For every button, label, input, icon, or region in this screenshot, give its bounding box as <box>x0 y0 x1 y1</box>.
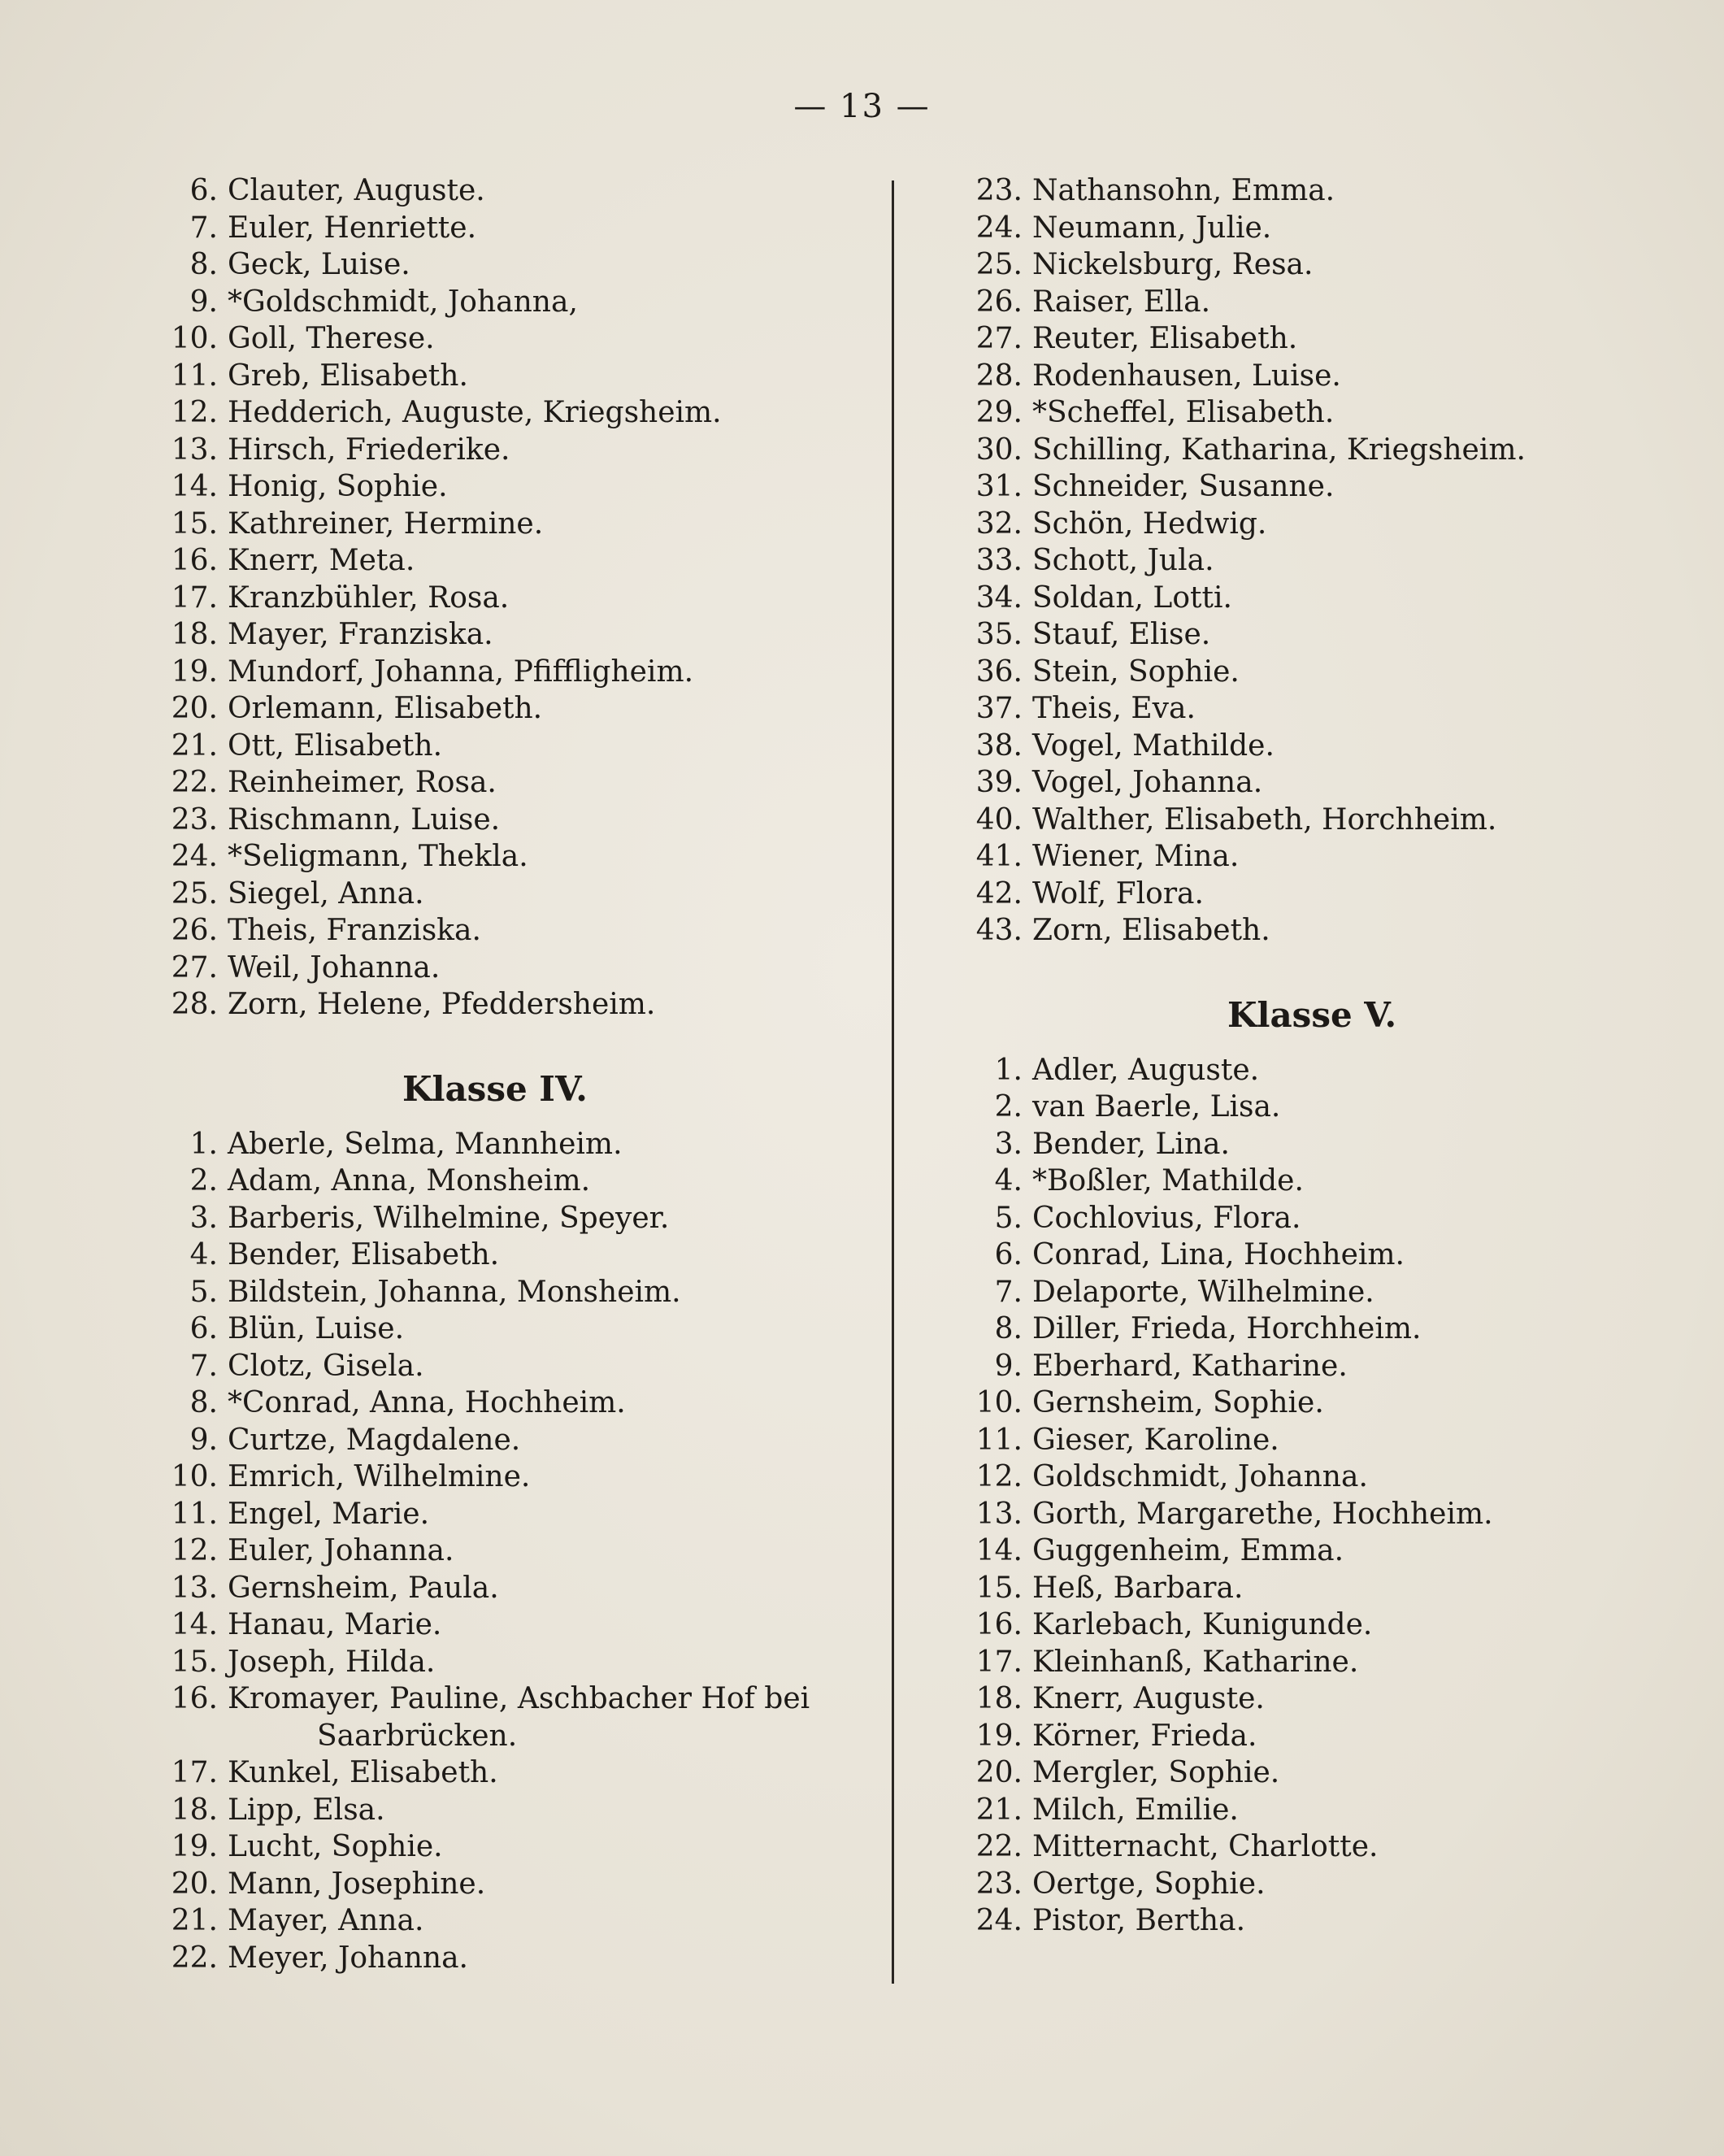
right-list-top <box>951 172 1601 950</box>
item-number: 6. <box>189 174 218 207</box>
list-item <box>146 1237 821 1274</box>
item-number: 23. <box>975 174 1023 207</box>
student-name: Wolf, Flora. <box>1032 876 1204 911</box>
list-item <box>146 172 821 210</box>
student-name: Bildstein, Johanna, Monsheim. <box>228 1275 681 1309</box>
item-number: 29. <box>975 396 1023 429</box>
list-item <box>951 876 1601 913</box>
student-name: Goldschmidt, Johanna. <box>1032 1460 1368 1493</box>
student-name: Cochlovius, Flora. <box>1032 1201 1301 1235</box>
student-name: Stauf, Elise. <box>1032 618 1211 651</box>
list-item <box>146 764 821 802</box>
student-name: Vogel, Johanna. <box>1032 766 1263 799</box>
item-number: 5. <box>994 1201 1023 1235</box>
student-name: Emrich, Wilhelmine. <box>228 1460 531 1493</box>
right-column <box>951 172 1601 1940</box>
student-name: Schön, Hedwig. <box>1032 506 1267 541</box>
item-number: 26. <box>975 285 1023 319</box>
student-name: Clauter, Auguste. <box>228 174 485 207</box>
item-number: 43. <box>975 914 1023 947</box>
list-item <box>146 542 821 580</box>
list-item <box>951 542 1601 580</box>
right-list-bottom <box>951 1052 1601 1940</box>
student-name: Clotz, Gisela. <box>228 1349 424 1383</box>
student-name: Saarbrücken. <box>317 1719 518 1753</box>
item-number: 31. <box>975 470 1023 503</box>
list-item <box>146 728 821 765</box>
item-number: 6. <box>994 1238 1023 1271</box>
column-divider <box>892 180 894 1984</box>
student-name: Mundorf, Johanna, Pfiffligheim. <box>228 654 694 689</box>
list-item <box>951 210 1601 247</box>
left-list-bottom <box>146 1126 821 1977</box>
list-item <box>951 690 1601 728</box>
list-item <box>951 1606 1601 1644</box>
student-name: Kromayer, Pauline, Aschbacher Hof bei <box>228 1682 810 1715</box>
student-name: Reuter, Elisabeth. <box>1032 322 1298 355</box>
list-item <box>146 986 821 1024</box>
item-number: 9. <box>994 1349 1023 1383</box>
list-item <box>951 1384 1601 1422</box>
item-number: 16. <box>171 544 218 577</box>
list-item <box>951 654 1601 691</box>
list-item <box>951 1496 1601 1533</box>
list-item <box>146 246 821 284</box>
item-number: 15. <box>171 1645 218 1679</box>
student-name: Gorth, Margarethe, Hochheim. <box>1032 1497 1493 1531</box>
list-item <box>951 172 1601 210</box>
list-item <box>951 728 1601 765</box>
student-name: Geck, Luise. <box>228 248 410 281</box>
item-number: 19. <box>171 654 218 689</box>
student-name: Hirsch, Friederike. <box>228 433 510 467</box>
student-name: Goll, Therese. <box>228 322 435 355</box>
list-item <box>146 1866 821 1903</box>
item-number: 9. <box>189 285 218 319</box>
list-item <box>951 1754 1601 1792</box>
item-number: 11. <box>171 1497 218 1531</box>
item-number: 18. <box>975 1682 1023 1715</box>
student-name: Nickelsburg, Resa. <box>1032 248 1314 281</box>
item-number: 32. <box>975 506 1023 541</box>
list-item <box>146 320 821 358</box>
student-name: *Goldschmidt, Johanna, <box>228 285 578 319</box>
item-number: 5. <box>189 1275 218 1309</box>
list-item <box>951 1126 1601 1163</box>
student-name: Barberis, Wilhelmine, Speyer. <box>228 1201 670 1235</box>
item-number: 35. <box>975 618 1023 651</box>
item-number: 27. <box>171 950 218 985</box>
student-name: Soldan, Lotti. <box>1032 580 1232 615</box>
item-number: 14. <box>171 470 218 503</box>
list-item <box>146 1754 821 1792</box>
student-name: Gernsheim, Sophie. <box>1032 1386 1324 1419</box>
item-number: 22. <box>171 766 218 799</box>
list-item <box>951 1644 1601 1681</box>
left-list-top <box>146 172 821 1024</box>
list-item <box>146 1680 821 1718</box>
list-item <box>146 580 821 617</box>
student-name: Conrad, Lina, Hochheim. <box>1032 1238 1405 1271</box>
item-number: 3. <box>994 1127 1023 1161</box>
item-number: 40. <box>975 802 1023 837</box>
list-item <box>951 912 1601 950</box>
student-name: Mayer, Anna. <box>228 1904 424 1937</box>
list-item <box>146 1606 821 1644</box>
student-name: Euler, Johanna. <box>228 1534 454 1567</box>
section-heading-klasse-iv: Klasse IV. <box>402 1068 588 1109</box>
list-item <box>951 1532 1601 1570</box>
student-name: Schott, Jula. <box>1032 544 1214 577</box>
item-number: 19. <box>975 1719 1023 1753</box>
student-name: van Baerle, Lisa. <box>1032 1090 1281 1124</box>
item-number: 18. <box>171 618 218 651</box>
list-item <box>951 616 1601 654</box>
list-item <box>146 1828 821 1866</box>
item-number: 7. <box>189 211 218 245</box>
list-item <box>146 802 821 839</box>
student-name: Mayer, Franziska. <box>228 618 493 651</box>
item-number: 17. <box>975 1645 1023 1679</box>
student-name: Delaporte, Wilhelmine. <box>1032 1275 1374 1309</box>
item-number: 14. <box>975 1534 1023 1567</box>
item-number: 15. <box>171 506 218 541</box>
item-number: 1. <box>189 1127 218 1161</box>
list-item <box>951 1828 1601 1866</box>
item-number: 30. <box>975 433 1023 467</box>
list-item <box>146 1940 821 1977</box>
list-item <box>951 838 1601 876</box>
list-item <box>951 468 1601 506</box>
list-item <box>146 358 821 395</box>
item-number: 38. <box>975 728 1023 763</box>
list-item <box>951 1680 1601 1718</box>
list-item <box>146 838 821 876</box>
list-item <box>951 1311 1601 1348</box>
list-item-continuation <box>146 1718 821 1755</box>
item-number: 1. <box>994 1053 1023 1087</box>
student-name: Pistor, Bertha. <box>1032 1904 1246 1937</box>
student-name: Neumann, Julie. <box>1032 211 1272 245</box>
item-number: 41. <box>975 840 1023 873</box>
student-name: Mitternacht, Charlotte. <box>1032 1830 1379 1863</box>
item-number: 28. <box>171 988 218 1021</box>
list-item <box>951 1052 1601 1089</box>
item-number: 10. <box>171 1460 218 1493</box>
item-number: 18. <box>171 1793 218 1827</box>
list-item <box>146 1902 821 1940</box>
item-number: 3. <box>189 1201 218 1235</box>
list-item <box>951 1274 1601 1311</box>
student-name: Heß, Barbara. <box>1032 1571 1244 1605</box>
item-number: 10. <box>975 1386 1023 1419</box>
item-number: 27. <box>975 322 1023 355</box>
list-item <box>951 1200 1601 1237</box>
item-number: 20. <box>975 1756 1023 1789</box>
student-name: *Seligmann, Thekla. <box>228 840 528 873</box>
student-name: Walther, Elisabeth, Horchheim. <box>1032 802 1497 837</box>
item-number: 12. <box>171 1534 218 1567</box>
item-number: 2. <box>994 1090 1023 1124</box>
student-name: Karlebach, Kunigunde. <box>1032 1608 1373 1641</box>
student-name: Gernsheim, Paula. <box>228 1571 499 1605</box>
list-item <box>146 1274 821 1311</box>
student-name: Stein, Sophie. <box>1032 654 1240 689</box>
list-item <box>951 1902 1601 1940</box>
student-name: Hanau, Marie. <box>228 1608 442 1641</box>
item-number: 7. <box>189 1349 218 1383</box>
item-number: 22. <box>975 1830 1023 1863</box>
student-name: Gieser, Karoline. <box>1032 1423 1279 1457</box>
student-name: Theis, Eva. <box>1032 692 1196 725</box>
student-name: Reinheimer, Rosa. <box>228 766 497 799</box>
list-item <box>951 764 1601 802</box>
list-item <box>951 246 1601 284</box>
item-number: 33. <box>975 544 1023 577</box>
list-item <box>951 394 1601 432</box>
student-name: Nathansohn, Emma. <box>1032 174 1335 207</box>
student-name: *Boßler, Mathilde. <box>1032 1164 1304 1198</box>
item-number: 28. <box>975 359 1023 393</box>
item-number: 20. <box>171 692 218 725</box>
list-item <box>951 1237 1601 1274</box>
list-item <box>146 432 821 469</box>
student-name: Körner, Frieda. <box>1032 1719 1257 1753</box>
student-name: Knerr, Auguste. <box>1032 1682 1265 1715</box>
list-item <box>146 1126 821 1163</box>
student-name: Theis, Franziska. <box>228 914 481 947</box>
list-item <box>146 1163 821 1200</box>
item-number: 22. <box>171 1941 218 1975</box>
list-item <box>146 394 821 432</box>
student-name: Schilling, Katharina, Kriegsheim. <box>1032 433 1526 467</box>
item-number: 4. <box>189 1238 218 1271</box>
item-number: 10. <box>171 322 218 355</box>
student-name: Hedderich, Auguste, Kriegsheim. <box>228 396 722 429</box>
item-number: 24. <box>975 1904 1023 1937</box>
item-number: 9. <box>189 1423 218 1457</box>
list-item <box>951 506 1601 543</box>
list-item <box>146 690 821 728</box>
item-number: 8. <box>994 1312 1023 1345</box>
item-number: 13. <box>171 433 218 467</box>
student-name: Schneider, Susanne. <box>1032 470 1335 503</box>
item-number: 42. <box>975 876 1023 911</box>
item-number: 17. <box>171 1756 218 1789</box>
student-name: Zorn, Helene, Pfeddersheim. <box>228 988 656 1021</box>
item-number: 21. <box>975 1793 1023 1827</box>
item-number: 39. <box>975 766 1023 799</box>
item-number: 8. <box>189 248 218 281</box>
list-item <box>146 506 821 543</box>
list-item <box>951 1866 1601 1903</box>
list-item <box>951 1718 1601 1755</box>
list-item <box>951 1089 1601 1126</box>
list-item <box>146 1458 821 1496</box>
student-name: Lipp, Elsa. <box>228 1793 385 1827</box>
item-number: 13. <box>171 1571 218 1605</box>
list-item <box>146 1570 821 1607</box>
item-number: 17. <box>171 580 218 615</box>
page-number: — 13 — <box>793 88 931 125</box>
list-item <box>146 1792 821 1829</box>
left-column <box>146 172 821 1976</box>
list-item <box>146 468 821 506</box>
student-name: Aberle, Selma, Mannheim. <box>228 1127 623 1161</box>
list-item <box>146 1200 821 1237</box>
student-name: Guggenheim, Emma. <box>1032 1534 1344 1567</box>
item-number: 15. <box>975 1571 1023 1605</box>
section-heading-klasse-v: Klasse V. <box>1227 994 1397 1035</box>
item-number: 11. <box>975 1423 1023 1457</box>
list-item <box>146 912 821 950</box>
student-name: Kathreiner, Hermine. <box>228 506 544 541</box>
item-number: 12. <box>171 396 218 429</box>
student-name: Mergler, Sophie. <box>1032 1756 1280 1789</box>
list-item <box>146 1496 821 1533</box>
student-name: Kleinhanß, Katharine. <box>1032 1645 1359 1679</box>
list-item <box>951 432 1601 469</box>
student-name: Kranzbühler, Rosa. <box>228 580 510 615</box>
student-name: Rischmann, Luise. <box>228 802 501 837</box>
student-name: *Conrad, Anna, Hochheim. <box>228 1386 626 1419</box>
item-number: 16. <box>171 1682 218 1715</box>
item-number: 7. <box>994 1275 1023 1309</box>
student-name: Weil, Johanna. <box>228 950 441 985</box>
item-number: 16. <box>975 1608 1023 1641</box>
student-name: Blün, Luise. <box>228 1312 405 1345</box>
student-name: Euler, Henriette. <box>228 211 477 245</box>
item-number: 19. <box>171 1830 218 1863</box>
item-number: 24. <box>975 211 1023 245</box>
list-item <box>146 876 821 913</box>
list-item <box>146 616 821 654</box>
student-name: Orlemann, Elisabeth. <box>228 692 543 725</box>
list-item <box>146 210 821 247</box>
student-name: Greb, Elisabeth. <box>228 359 468 393</box>
student-name: Zorn, Elisabeth. <box>1032 914 1270 947</box>
item-number: 13. <box>975 1497 1023 1531</box>
list-item <box>951 580 1601 617</box>
list-item <box>951 1570 1601 1607</box>
student-name: Eberhard, Katharine. <box>1032 1349 1348 1383</box>
student-name: Wiener, Mina. <box>1032 840 1240 873</box>
student-name: Lucht, Sophie. <box>228 1830 443 1863</box>
student-name: Meyer, Johanna. <box>228 1941 468 1975</box>
list-item <box>951 320 1601 358</box>
student-name: Siegel, Anna. <box>228 876 424 911</box>
list-item <box>146 1644 821 1681</box>
list-item <box>951 284 1601 321</box>
item-number: 21. <box>171 728 218 763</box>
item-number: 23. <box>171 802 218 837</box>
item-number: 4. <box>994 1164 1023 1198</box>
student-name: Knerr, Meta. <box>228 544 415 577</box>
student-name: Engel, Marie. <box>228 1497 430 1531</box>
item-number: 26. <box>171 914 218 947</box>
student-name: Oertge, Sophie. <box>1032 1867 1266 1901</box>
student-name: Joseph, Hilda. <box>228 1645 436 1679</box>
student-name: Honig, Sophie. <box>228 470 448 503</box>
list-item <box>146 1422 821 1459</box>
list-item <box>951 1163 1601 1200</box>
list-item <box>146 950 821 987</box>
item-number: 21. <box>171 1904 218 1937</box>
student-name: Bender, Elisabeth. <box>228 1238 500 1271</box>
student-name: Kunkel, Elisabeth. <box>228 1756 498 1789</box>
list-item <box>951 1792 1601 1829</box>
item-number: 36. <box>975 654 1023 689</box>
list-item <box>146 1311 821 1348</box>
item-number: 6. <box>189 1312 218 1345</box>
item-number: 14. <box>171 1608 218 1641</box>
student-name: Ott, Elisabeth. <box>228 728 443 763</box>
list-item <box>146 1532 821 1570</box>
list-item <box>146 1384 821 1422</box>
item-number: 25. <box>171 876 218 911</box>
student-name: Curtze, Magdalene. <box>228 1423 521 1457</box>
list-item <box>146 654 821 691</box>
student-name: Adler, Auguste. <box>1032 1053 1260 1087</box>
student-name: Vogel, Mathilde. <box>1032 728 1275 763</box>
item-number: 11. <box>171 359 218 393</box>
item-number: 12. <box>975 1460 1023 1493</box>
list-item <box>951 1348 1601 1385</box>
item-number: 2. <box>189 1164 218 1198</box>
student-name: Mann, Josephine. <box>228 1867 486 1901</box>
list-item <box>146 284 821 321</box>
item-number: 24. <box>171 840 218 873</box>
list-item <box>951 358 1601 395</box>
item-number: 34. <box>975 580 1023 615</box>
student-name: Bender, Lina. <box>1032 1127 1230 1161</box>
item-number: 37. <box>975 692 1023 725</box>
item-number: 23. <box>975 1867 1023 1901</box>
student-name: Rodenhausen, Luise. <box>1032 359 1341 393</box>
item-number: 25. <box>975 248 1023 281</box>
list-item <box>951 802 1601 839</box>
item-number: 20. <box>171 1867 218 1901</box>
student-name: *Scheffel, Elisabeth. <box>1032 396 1335 429</box>
student-name: Milch, Emilie. <box>1032 1793 1239 1827</box>
student-name: Diller, Frieda, Horchheim. <box>1032 1312 1422 1345</box>
item-number: 8. <box>189 1386 218 1419</box>
list-item <box>146 1348 821 1385</box>
list-item <box>951 1422 1601 1459</box>
student-name: Adam, Anna, Monsheim. <box>228 1164 591 1198</box>
student-name: Raiser, Ella. <box>1032 285 1211 319</box>
list-item <box>951 1458 1601 1496</box>
